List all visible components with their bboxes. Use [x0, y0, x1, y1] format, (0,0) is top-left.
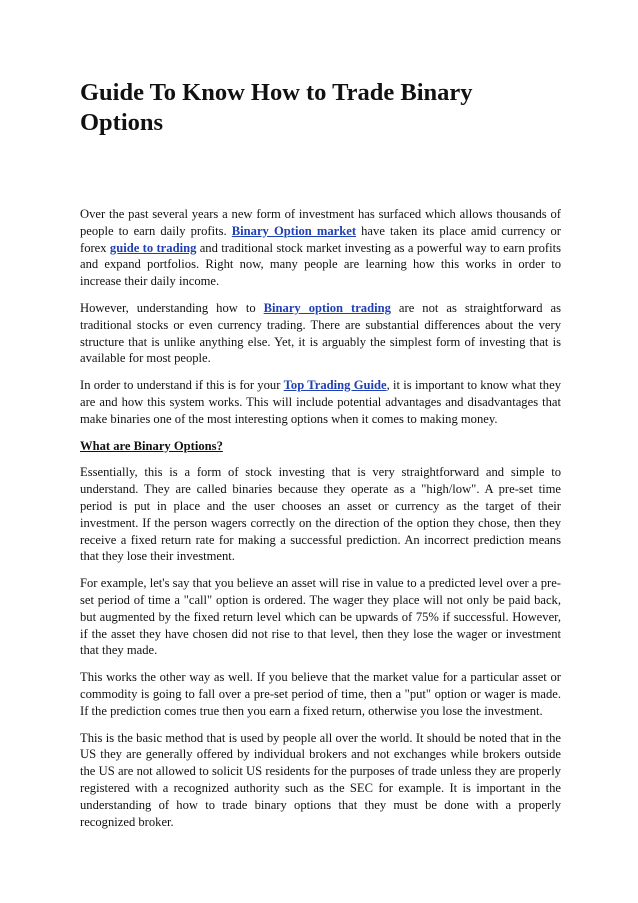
section-heading-paragraph	[80, 438, 561, 455]
binary-option-market-link[interactable]: Binary Option market	[231, 223, 357, 238]
paragraph-2-text-a: However, understanding how to	[80, 300, 264, 315]
paragraph-2	[80, 300, 561, 367]
paragraph-7: This is the basic method that is used by people all over the world. It should be noted that in the US they are generally offered by individual brokers and not exchanges while brokers outside the US are not allowed to solicit US residents for the purposes of trade unless they are properly registered with a recognized authority such as the SEC for example. It is important in the understanding of how to trade binary options that they must be done with a properly recognized broker.	[80, 730, 561, 829]
paragraph-6: This works the other way as well. If you believe that the market value for a particular asset or commodity is going to fall over a pre-set period of time, then a "put" option or wager is made. If the prediction comes true then you earn a fixed return, otherwise you lose the investment.	[80, 670, 561, 718]
paragraph-1-text-a: Over the past several years a new form of investment has surfaced which allows thousands of people to earn daily profits.	[80, 207, 561, 238]
paragraph-1-text-b: have taken its place amid currency or forex	[80, 223, 561, 255]
paragraph-2-text-b: are not as straightforward as traditional stocks or even currency trading. There are substantial differences about the very structure that is unlike anything else. Yet, it is arguably the simplest form of investing that is available for most people.	[80, 300, 562, 366]
document-body	[80, 206, 561, 840]
paragraph-3	[80, 377, 561, 427]
paragraph-3-text-a: In order to understand if this is for your	[80, 378, 284, 393]
paragraph-3-text-b: , it is important to know what they are and how this system works. This will include potential advantages and disadvantages that make binaries one of the most interesting options when it comes to making money.	[80, 378, 561, 426]
paragraph-5: For example, let's say that you believe an asset will rise in value to a predicted level over a pre-set period of time a "call" option is ordered. The wager they place will not only be paid back, but augmented by the fixed return level which can be upwards of 75% if successful. However, if the asset they have chosen did not rise to that level, then they lose the wager or investment that they made.	[80, 576, 561, 658]
top-trading-guide-link[interactable]: Top Trading Guide	[283, 378, 387, 393]
paragraph-4: Essentially, this is a form of stock investing that is very straightforward and simple to understand. They are called binaries because they operate as a "high/low". A pre-set time period is put in place and the user chooses an asset or currency as the target of their investment. If the person wagers correctly on the direction of the option they chose, then they receive a fixed return rate for making a successful prediction. An incorrect prediction means that they lose their investment.	[80, 465, 561, 564]
document-title: Guide To Know How to Trade Binary Options	[80, 79, 473, 136]
guide-to-trading-link[interactable]: guide to trading	[109, 240, 197, 255]
binary-option-trading-link[interactable]: Binary option trading	[263, 300, 391, 315]
paragraph-1	[80, 206, 561, 290]
paragraph-1-text-c: and traditional stock market investing as a powerful way to earn profits and expand portfolios. Right now, many people are learning how this works in order to increase their daily income.	[80, 240, 561, 289]
section-heading: What are Binary Options?	[80, 438, 223, 453]
